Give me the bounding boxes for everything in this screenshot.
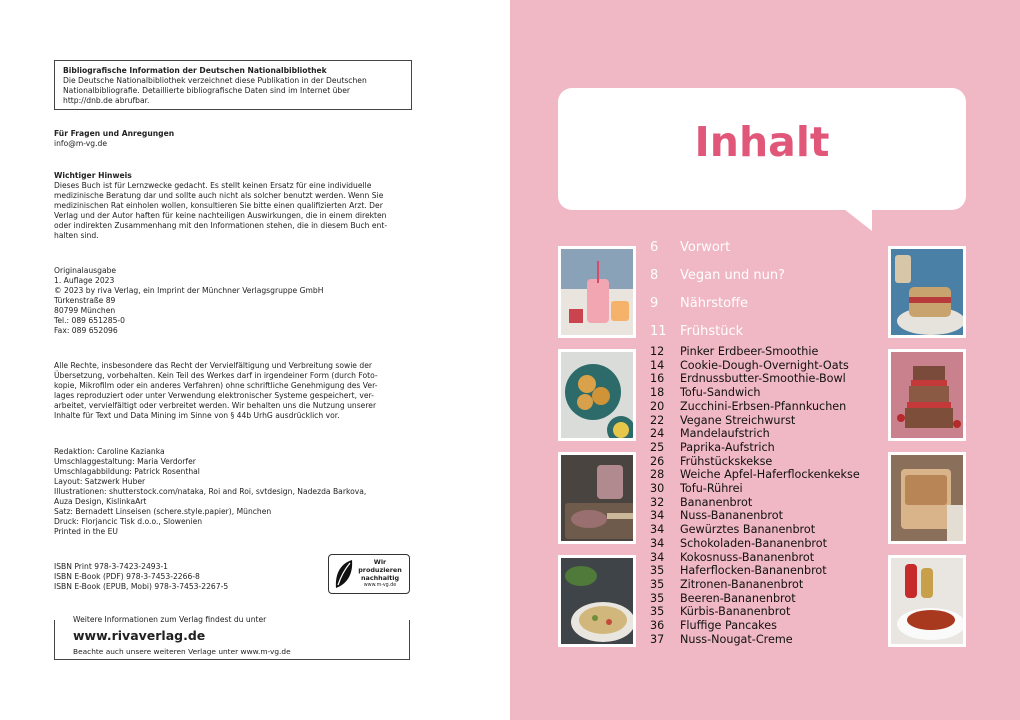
questions-block	[54, 129, 424, 149]
notice-line: oder indirekten Zusammenhang mit den Informationen stehen, die in diesem Buch ent-	[54, 221, 388, 230]
notice-line: Verlag und der Autor haften für keine nachteiligen Auswirkungen, die in einem direkten	[54, 211, 387, 220]
toc-page-number: 20	[650, 399, 665, 413]
toc-sub-entry[interactable]	[650, 496, 752, 510]
toc-label: Nuss-Bananenbrot	[680, 509, 783, 523]
toc-label: Tofu-Sandwich	[680, 386, 761, 400]
toc-page-number: 9	[650, 296, 659, 311]
toc-sub-entry[interactable]	[650, 592, 796, 606]
toc-label: Haferflocken-Bananenbrot	[680, 564, 827, 578]
toc-sub-entry[interactable]	[650, 468, 860, 482]
rights-line: Alle Rechte, insbesondere das Recht der Vervielfältigung und Verbreitung sowie der	[54, 361, 373, 370]
verlag-intro: Weitere Informationen zum Verlag findest du unter	[69, 615, 270, 624]
toc-label: Paprika-Aufstrich	[680, 440, 775, 454]
toc-sub-entry[interactable]	[650, 427, 770, 441]
toc-sub-entry[interactable]	[650, 441, 775, 455]
toc-sub-entry[interactable]	[650, 400, 846, 414]
toc-page-number: 12	[650, 345, 665, 358]
toc-label: Nährstoffe	[680, 296, 749, 311]
toc-sub-entry[interactable]	[650, 537, 827, 551]
isbn-line: ISBN E-Book (PDF) 978-3-7453-2266-8	[54, 572, 200, 581]
photo-salad	[558, 555, 636, 647]
edition-line: Originalausgabe	[54, 266, 117, 275]
toc-main-entry[interactable]	[650, 296, 748, 311]
rights-line: kopie, Mikrofilm oder ein anderes Verfahren) ohne schriftliche Genehmigung des Ver-	[54, 381, 378, 390]
rights-line: Inhalte für Text und Data Mining im Sinne von § 44b UrhG ausdrücklich vor.	[54, 411, 340, 420]
biblio-line: Die Deutsche Nationalbibliothek verzeichnet diese Publikation in der Deutschen	[63, 76, 367, 85]
biblio-box	[54, 60, 412, 110]
toc-label: Erdnussbutter-Smoothie-Bowl	[680, 372, 846, 386]
toc-label: Bananenbrot	[680, 495, 753, 509]
toc-label: Vegane Streichwurst	[680, 413, 796, 427]
toc-page-number: 34	[650, 550, 665, 564]
toc-label: Fluffige Pancakes	[680, 619, 777, 632]
rights-block	[54, 361, 424, 421]
toc-page-number: 16	[650, 372, 665, 386]
toc-page-number: 11	[650, 324, 667, 339]
toc-page-number: 26	[650, 454, 665, 468]
toc-page-number: 18	[650, 386, 665, 400]
credits-line: Illustrationen: shutterstock.com/nataka, Roi and Roi, svtdesign, Nadezda Barkova,	[54, 487, 367, 496]
toc-sub-entry[interactable]	[650, 455, 772, 469]
toc-sub-entry[interactable]	[650, 551, 814, 565]
toc-sub-entry[interactable]	[650, 372, 846, 386]
rights-line: lages reproduziert oder unter Verwendung elektronischer Systeme gespeichert, ver-	[54, 391, 374, 400]
toc-sub-entry[interactable]	[650, 509, 783, 523]
toc-page-number: 25	[650, 440, 665, 454]
toc-page-number: 24	[650, 427, 665, 441]
verlag-outro: Beachte auch unsere weiteren Verlage unter www.m-vg.de	[73, 647, 291, 656]
toc-page-number: 35	[650, 564, 665, 578]
toc-sub-entry[interactable]	[650, 482, 743, 496]
toc-label: Mandelaufstrich	[680, 427, 770, 441]
contents-page	[510, 0, 1020, 720]
toc-page-number: 30	[650, 482, 665, 495]
toc-label: Zitronen-Bananenbrot	[680, 577, 804, 591]
toc-page-number: 35	[650, 577, 665, 591]
toc-page-number: 34	[650, 523, 665, 537]
toc-sub-entry[interactable]	[650, 633, 793, 647]
toc-sub-entry[interactable]	[650, 605, 790, 619]
toc-main-entry[interactable]	[650, 240, 730, 255]
photo-smoothie	[558, 246, 636, 338]
edition-line: Fax: 089 652096	[54, 326, 118, 335]
toc-page-number: 28	[650, 468, 665, 482]
biblio-line: Nationalbibliografie. Detaillierte bibliografische Daten sind im Internet über	[63, 86, 351, 95]
photo-pancakes	[558, 349, 636, 441]
toc-page-number: 35	[650, 605, 665, 619]
edition-line: Tel.: 089 651285-0	[54, 316, 125, 325]
toc-label: Kürbis-Bananenbrot	[680, 605, 791, 619]
questions-heading: Für Fragen und Anregungen	[54, 129, 175, 138]
credits-line: Umschlagabbildung: Patrick Rosenthal	[54, 467, 200, 476]
toc-page-number: 32	[650, 495, 665, 509]
notice-block	[54, 171, 424, 241]
edition-line: Türkenstraße 89	[54, 296, 116, 305]
toc-sub-entry[interactable]	[650, 414, 795, 428]
toc-sub-entry[interactable]	[650, 345, 818, 359]
toc-sub-entry[interactable]	[650, 564, 827, 578]
rights-line: Übersetzung, vorbehalten. Kein Teil des Werkes darf in irgendeiner Form (durch Foto-	[54, 371, 378, 380]
notice-line: halten sind.	[54, 231, 99, 240]
credits-line: Layout: Satzwerk Huber	[54, 477, 146, 486]
toc-page-number: 8	[650, 268, 659, 283]
toc-page-number: 35	[650, 591, 665, 605]
badge-text	[355, 558, 405, 590]
verlag-info-box	[54, 615, 410, 660]
leaf-icon	[333, 558, 355, 590]
biblio-line: http://dnb.de abrufbar.	[63, 96, 150, 105]
toc-label: Nuss-Nougat-Creme	[680, 632, 793, 646]
toc-label: Kokosnuss-Bananenbrot	[680, 550, 815, 564]
notice-line: medizinische Beratung dar und sollte auch nicht als solcher benutzt werden. Wenn Sie	[54, 191, 384, 200]
toc-page-number: 6	[650, 240, 659, 255]
toc-label: Vegan und nun?	[680, 268, 785, 283]
toc-label: Pinker Erdbeer-Smoothie	[680, 345, 819, 358]
page-title: Inhalt	[694, 118, 830, 166]
contact-email: info@m-vg.de	[54, 139, 107, 148]
toc-sub-entry[interactable]	[650, 578, 803, 592]
toc-sub-entry[interactable]	[650, 386, 761, 400]
toc-sub-entry[interactable]	[650, 619, 777, 633]
toc-label: Beeren-Bananenbrot	[680, 591, 796, 605]
toc-page-number: 34	[650, 536, 665, 550]
isbn-line: ISBN Print 978-3-7423-2493-1	[54, 562, 169, 571]
toc-label: Zucchini-Erbsen-Pfannkuchen	[680, 399, 847, 413]
toc-label: Cookie-Dough-Overnight-Oats	[680, 358, 849, 372]
badge-line1: Wir produzieren	[358, 558, 402, 574]
toc-page-number: 37	[650, 632, 665, 646]
toc-page-number: 36	[650, 619, 665, 632]
badge-url: www.m-vg.de	[363, 583, 397, 588]
verlag-url[interactable]: www.rivaverlag.de	[73, 628, 206, 643]
toc-page-number: 34	[650, 509, 665, 523]
edition-block	[54, 266, 424, 336]
edition-line: 1. Auflage 2023	[54, 276, 115, 285]
edition-line: © 2023 by riva Verlag, ein Imprint der Münchner Verlagsgruppe GmbH	[54, 286, 324, 295]
rights-line: arbeitet, vervielfältigt oder verbreitet werden. Wir behalten uns die Nutzung unserer	[54, 401, 377, 410]
credits-line: Auza Design, KislinkaArt	[54, 497, 147, 506]
toc-main-entry[interactable]	[650, 324, 743, 339]
photo-spread	[558, 452, 636, 544]
toc-label: Tofu-Rührei	[680, 482, 743, 495]
toc-label: Vorwort	[680, 240, 731, 255]
toc-label: Gewürztes Bananenbrot	[680, 523, 816, 537]
credits-line: Druck: Florjancic Tisk d.o.o., Slowenien	[54, 517, 203, 526]
toc-label: Frühstück	[680, 324, 744, 339]
credits-line: Printed in the EU	[54, 527, 118, 536]
toc-page-number: 14	[650, 358, 665, 372]
sustainability-badge	[328, 554, 410, 594]
notice-line: medizinischen Rat einholen wollen, konsultieren Sie bitte einen qualifizierten Arzt. Der	[54, 201, 383, 210]
toc-main-entry[interactable]	[650, 268, 785, 283]
credits-line: Satz: Bernadett Linseisen (schere.style.papier), München	[54, 507, 272, 516]
credits-line: Umschlaggestaltung: Maria Verdorfer	[54, 457, 196, 466]
isbn-block	[54, 562, 228, 592]
isbn-line: ISBN E-Book (EPUB, Mobi) 978-3-7453-2267-5	[54, 582, 229, 591]
notice-line: Dieses Buch ist für Lernzwecke gedacht. Es stellt keinen Ersatz für eine individuelle	[54, 181, 372, 190]
credits-line: Redaktion: Caroline Kazianka	[54, 447, 165, 456]
speech-bubble-tail	[844, 209, 872, 231]
photo-bread	[888, 452, 966, 544]
toc-label: Weiche Apfel-Haferflockenkekse	[680, 468, 860, 482]
edition-line: 80799 München	[54, 306, 116, 315]
biblio-heading: Bibliografische Information der Deutschen Nationalbibliothek	[63, 66, 327, 75]
toc-page-number: 22	[650, 413, 665, 427]
photo-sandwich	[888, 246, 966, 338]
badge-line2: nachhaltig	[360, 574, 400, 582]
photo-stack	[888, 349, 966, 441]
toc-sub-entry[interactable]	[650, 359, 849, 373]
toc-label: Frühstückskekse	[680, 454, 773, 468]
toc-label: Schokoladen-Bananenbrot	[680, 536, 828, 550]
toc-sub-entry[interactable]	[650, 523, 815, 537]
notice-heading: Wichtiger Hinweis	[54, 171, 132, 180]
credits-block	[54, 447, 424, 537]
photo-bowl	[888, 555, 966, 647]
